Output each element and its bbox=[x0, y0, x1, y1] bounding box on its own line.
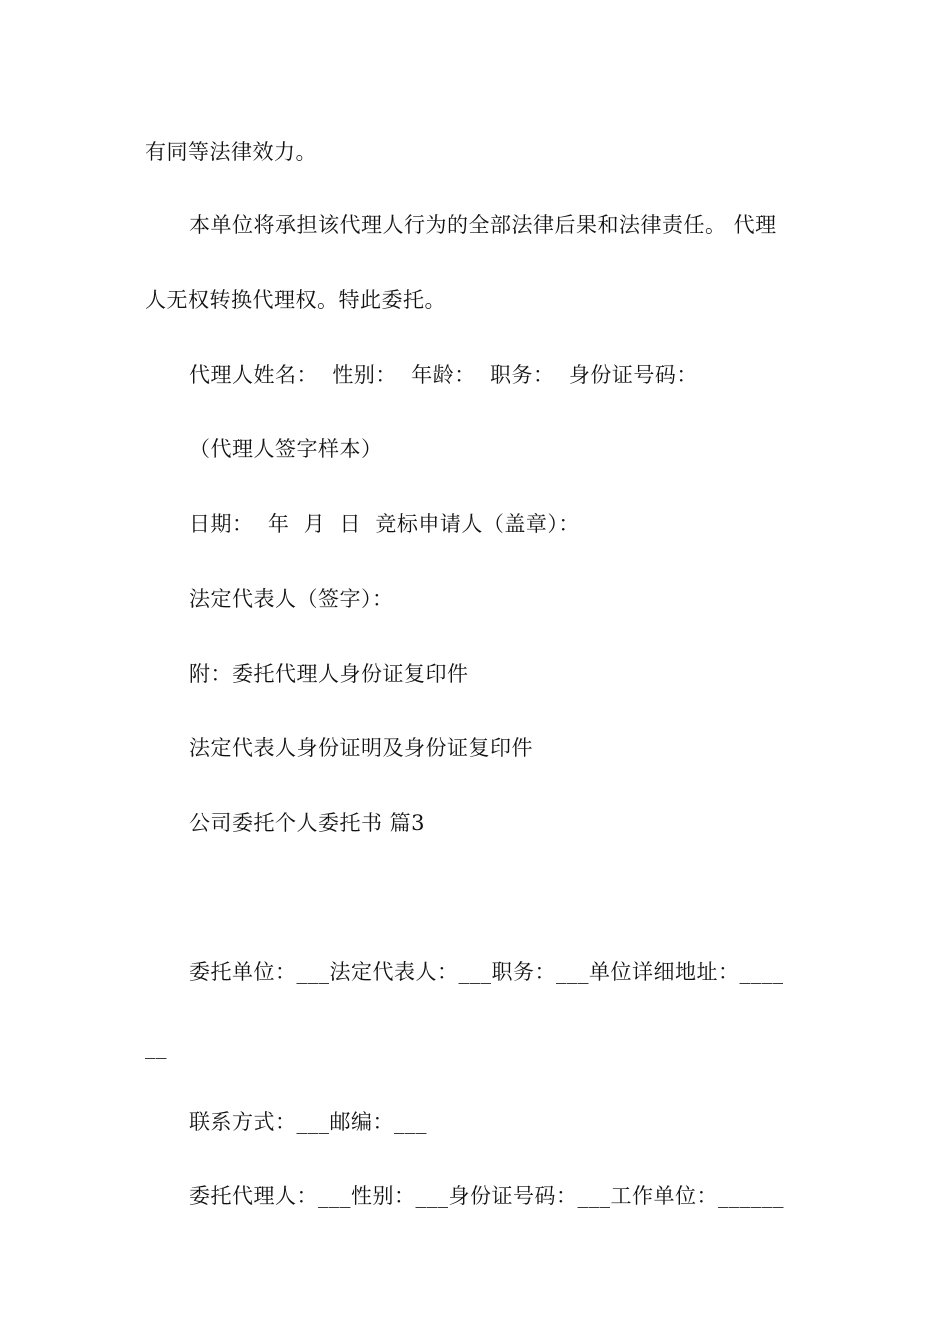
paragraph-line: 法定代表人身份证明及身份证复印件 bbox=[189, 736, 533, 760]
paragraph-line: 委托代理人：___性别：___身份证号码：___工作单位：______ bbox=[189, 1184, 784, 1208]
paragraph-line: 日期： 年 月 日 竞标申请人（盖章）： bbox=[189, 512, 580, 536]
paragraph-line: __ bbox=[145, 1035, 167, 1059]
paragraph-line: 委托单位：___法定代表人：___职务：___单位详细地址：____ bbox=[189, 960, 784, 984]
paragraph-line: 法定代表人（签字）： bbox=[189, 587, 394, 611]
section-heading: 公司委托个人委托书 篇3 bbox=[189, 811, 426, 835]
paragraph-line: （代理人签字样本） bbox=[189, 437, 383, 461]
paragraph-line: 联系方式：___邮编：___ bbox=[189, 1110, 427, 1134]
paragraph-line: 代理人姓名： 性别： 年龄： 职务： 身份证号码： bbox=[189, 363, 698, 387]
paragraph-line: 人无权转换代理权。特此委托。 bbox=[145, 288, 446, 312]
paragraph-line: 附：委托代理人身份证复印件 bbox=[189, 662, 469, 686]
paragraph-line: 有同等法律效力。 bbox=[145, 140, 317, 164]
paragraph-line: 本单位将承担该代理人行为的全部法律后果和法律责任。 代理 bbox=[189, 213, 777, 237]
